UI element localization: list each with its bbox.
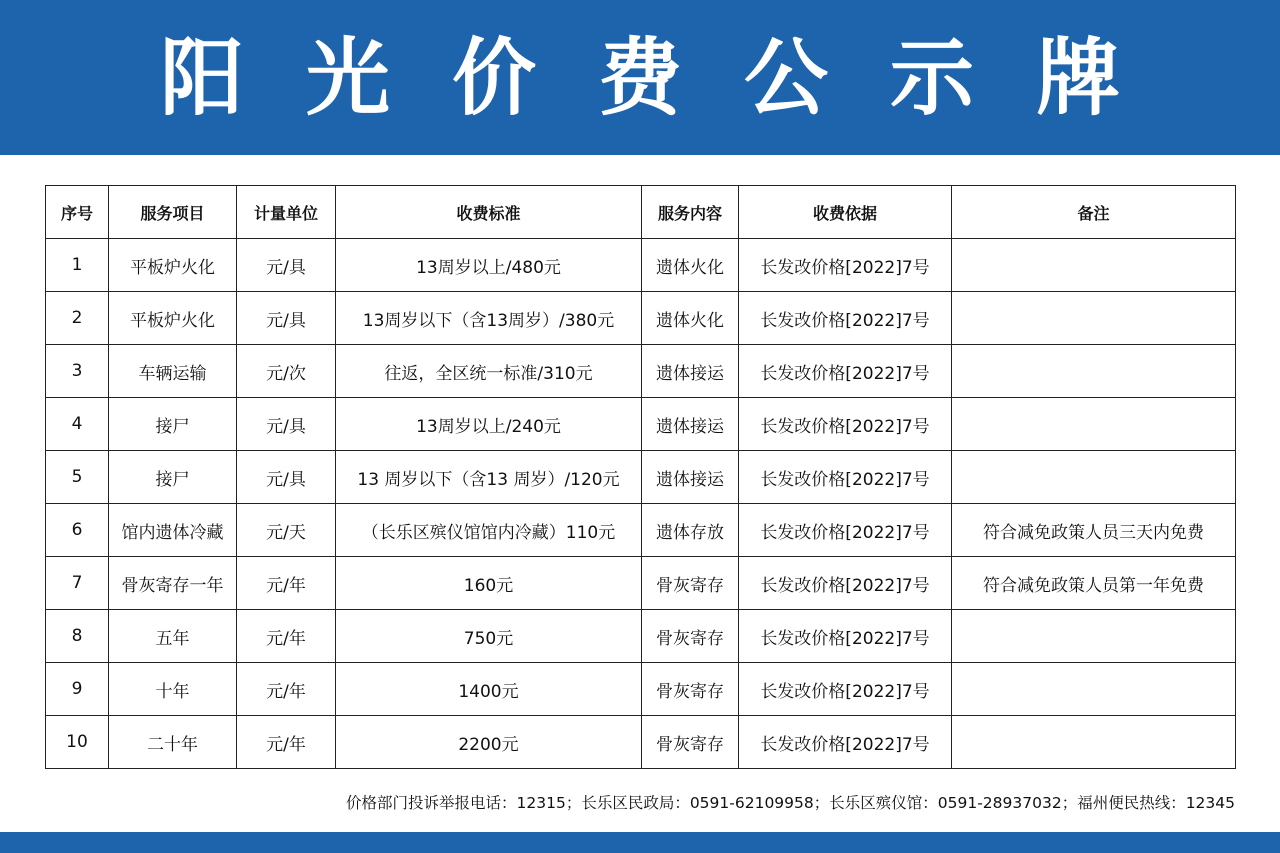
- cell-service-item: 车辆运输: [109, 345, 237, 398]
- cell-service-content: 遗体接运: [642, 398, 739, 451]
- cell-index: 8: [46, 610, 109, 663]
- table-header-row: [46, 186, 1236, 239]
- cell-index: 7: [46, 557, 109, 610]
- cell-remarks: [952, 716, 1236, 769]
- cell-service-item: 五年: [109, 610, 237, 663]
- cell-fee-standard: （长乐区殡仪馆馆内冷藏）110元: [336, 504, 642, 557]
- cell-remarks: [952, 663, 1236, 716]
- cell-fee-basis: 长发改价格[2022]7号: [739, 398, 952, 451]
- cell-fee-basis: 长发改价格[2022]7号: [739, 239, 952, 292]
- price-table: [45, 185, 1236, 769]
- bottom-bar: [0, 832, 1280, 853]
- cell-remarks: [952, 239, 1236, 292]
- cell-service-item: 平板炉火化: [109, 239, 237, 292]
- cell-index: 3: [46, 345, 109, 398]
- cell-fee-basis: 长发改价格[2022]7号: [739, 610, 952, 663]
- cell-unit: 元/具: [237, 398, 336, 451]
- table-row: [46, 345, 1236, 398]
- cell-fee-standard: 160元: [336, 557, 642, 610]
- cell-service-content: 骨灰寄存: [642, 610, 739, 663]
- cell-unit: 元/年: [237, 557, 336, 610]
- cell-fee-basis: 长发改价格[2022]7号: [739, 716, 952, 769]
- cell-service-item: 骨灰寄存一年: [109, 557, 237, 610]
- contact-info-footer: 价格部门投诉举报电话：12315；长乐区民政局：0591-62109958；长乐区殡仪馆：0591-28937032；福州便民热线：12345: [346, 794, 1235, 812]
- cell-remarks: [952, 451, 1236, 504]
- cell-service-content: 骨灰寄存: [642, 663, 739, 716]
- cell-fee-basis: 长发改价格[2022]7号: [739, 504, 952, 557]
- cell-service-content: 遗体存放: [642, 504, 739, 557]
- table-row: [46, 663, 1236, 716]
- cell-fee-standard: 1400元: [336, 663, 642, 716]
- price-table-container: [45, 185, 1236, 769]
- cell-fee-basis: 长发改价格[2022]7号: [739, 292, 952, 345]
- cell-fee-standard: 13周岁以上/480元: [336, 239, 642, 292]
- cell-remarks: [952, 292, 1236, 345]
- cell-fee-standard: 2200元: [336, 716, 642, 769]
- cell-index: 1: [46, 239, 109, 292]
- table-row: [46, 716, 1236, 769]
- cell-remarks: [952, 398, 1236, 451]
- cell-fee-standard: 13 周岁以下（含13 周岁）/120元: [336, 451, 642, 504]
- cell-service-content: 骨灰寄存: [642, 557, 739, 610]
- header-fee-basis: 收费依据: [739, 186, 952, 239]
- header-service-content: 服务内容: [642, 186, 739, 239]
- cell-index: 10: [46, 716, 109, 769]
- cell-remarks: 符合减免政策人员三天内免费: [952, 504, 1236, 557]
- cell-index: 9: [46, 663, 109, 716]
- cell-unit: 元/年: [237, 663, 336, 716]
- cell-service-item: 接尸: [109, 451, 237, 504]
- cell-unit: 元/具: [237, 292, 336, 345]
- cell-remarks: 符合减免政策人员第一年免费: [952, 557, 1236, 610]
- cell-service-item: 平板炉火化: [109, 292, 237, 345]
- table-row: [46, 398, 1236, 451]
- table-row: [46, 239, 1236, 292]
- cell-service-content: 遗体接运: [642, 345, 739, 398]
- cell-fee-basis: 长发改价格[2022]7号: [739, 557, 952, 610]
- header-unit: 计量单位: [237, 186, 336, 239]
- header-service-item: 服务项目: [109, 186, 237, 239]
- cell-fee-standard: 往返，全区统一标准/310元: [336, 345, 642, 398]
- cell-fee-basis: 长发改价格[2022]7号: [739, 345, 952, 398]
- table-body: [46, 239, 1236, 769]
- header-remarks: 备注: [952, 186, 1236, 239]
- cell-remarks: [952, 610, 1236, 663]
- cell-fee-standard: 13周岁以下（含13周岁）/380元: [336, 292, 642, 345]
- cell-unit: 元/年: [237, 716, 336, 769]
- cell-service-content: 遗体火化: [642, 239, 739, 292]
- table-row: [46, 610, 1236, 663]
- cell-fee-basis: 长发改价格[2022]7号: [739, 663, 952, 716]
- cell-unit: 元/具: [237, 239, 336, 292]
- cell-fee-standard: 750元: [336, 610, 642, 663]
- cell-service-content: 骨灰寄存: [642, 716, 739, 769]
- cell-index: 6: [46, 504, 109, 557]
- cell-service-item: 接尸: [109, 398, 237, 451]
- cell-unit: 元/天: [237, 504, 336, 557]
- table-row: [46, 557, 1236, 610]
- cell-index: 4: [46, 398, 109, 451]
- table-row: [46, 504, 1236, 557]
- cell-unit: 元/具: [237, 451, 336, 504]
- cell-unit: 元/次: [237, 345, 336, 398]
- cell-service-content: 遗体接运: [642, 451, 739, 504]
- header-fee-standard: 收费标准: [336, 186, 642, 239]
- header-index: 序号: [46, 186, 109, 239]
- cell-unit: 元/年: [237, 610, 336, 663]
- cell-service-item: 馆内遗体冷藏: [109, 504, 237, 557]
- cell-service-content: 遗体火化: [642, 292, 739, 345]
- cell-index: 5: [46, 451, 109, 504]
- cell-remarks: [952, 345, 1236, 398]
- cell-service-item: 二十年: [109, 716, 237, 769]
- table-row: [46, 451, 1236, 504]
- header-banner: [0, 0, 1280, 155]
- cell-fee-standard: 13周岁以上/240元: [336, 398, 642, 451]
- cell-index: 2: [46, 292, 109, 345]
- table-row: [46, 292, 1236, 345]
- cell-service-item: 十年: [109, 663, 237, 716]
- cell-fee-basis: 长发改价格[2022]7号: [739, 451, 952, 504]
- page-title: 阳光价费公示牌: [159, 28, 1182, 127]
